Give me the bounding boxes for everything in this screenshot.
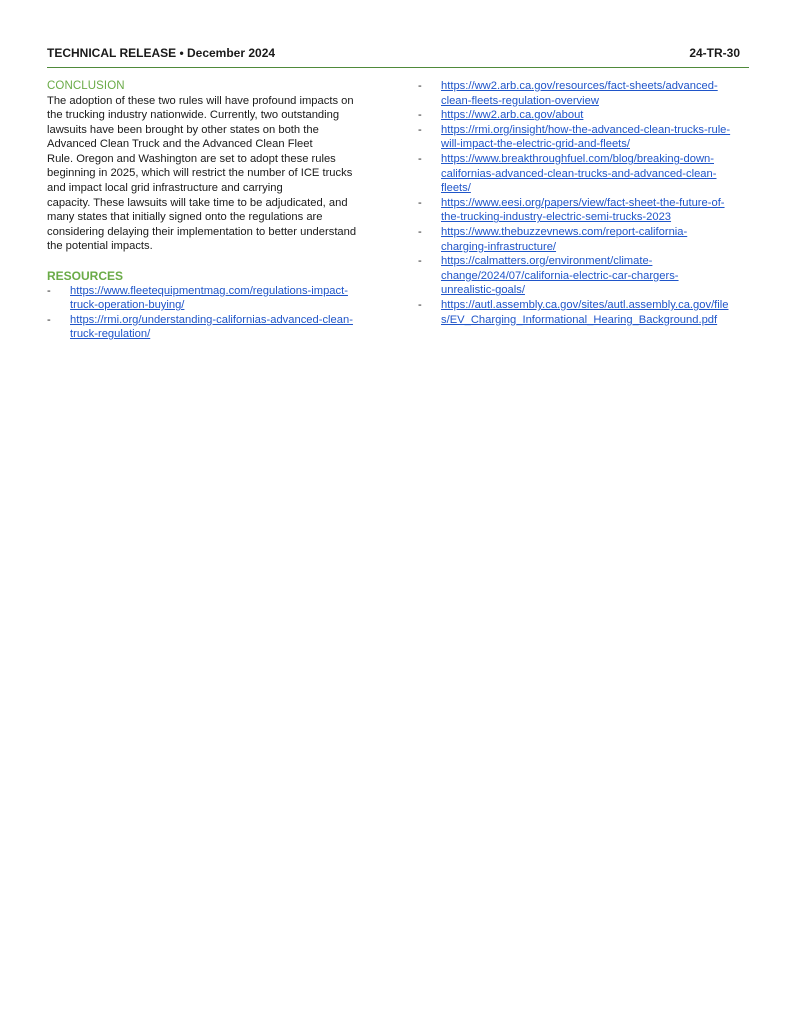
resource-link-segment: californias-advanced-clean-trucks-and-advanced-clean-: [441, 167, 717, 180]
bullet-dash: -: [47, 284, 51, 297]
resource-link-segment: https://www.fleetequipmentmag.com/regulations-impact-: [70, 284, 348, 297]
resource-link-segment: clean-fleets-regulation-overview: [441, 94, 599, 107]
resource-link-segment: truck-operation-buying/: [70, 299, 185, 312]
resource-item: [418, 225, 748, 254]
conclusion-line: Rule. Oregon and Washington are set to adopt these rules: [47, 152, 336, 165]
conclusion-line: the potential impacts.: [47, 240, 153, 253]
page-header: [47, 46, 740, 62]
resource-link-segment: the-trucking-industry-electric-semi-trucks-2023: [441, 211, 672, 224]
resource-link-segment: will-impact-the-electric-grid-and-fleets/: [441, 138, 630, 151]
release-title: TECHNICAL RELEASE • December 2024: [47, 46, 276, 60]
resource-item: [418, 123, 748, 152]
resource-link[interactable]: [70, 314, 353, 341]
resource-link-segment: fleets/: [441, 182, 471, 195]
resource-link[interactable]: [441, 153, 716, 194]
conclusion-line: beginning in 2025, which will restrict the number of ICE trucks: [47, 167, 353, 180]
resource-link[interactable]: [441, 226, 687, 253]
resource-item: [418, 254, 748, 298]
resources-list-left: [47, 284, 377, 342]
resource-link-segment: https://www.eesi.org/papers/view/fact-sheet-the-future-of-: [441, 196, 725, 209]
resource-item: [418, 196, 748, 225]
conclusion-line: Advanced Clean Truck and the Advanced Clean Fleet: [47, 138, 313, 151]
conclusion-line: lawsuits have been brought by other states on both the: [47, 123, 319, 136]
resource-link-segment: unrealistic-goals/: [441, 284, 525, 297]
resources-heading: RESOURCES: [47, 269, 124, 284]
resource-item: [418, 79, 748, 108]
resource-link-segment: https://www.breakthroughfuel.com/blog/breaking-down-: [441, 152, 714, 165]
resource-link-segment: https://rmi.org/insight/how-the-advanced-clean-trucks-rule-: [441, 123, 731, 136]
resource-link[interactable]: [441, 109, 583, 121]
conclusion-line: capacity. These lawsuits will take time to be adjudicated, and: [47, 196, 348, 209]
bullet-dash: -: [418, 123, 422, 136]
bullet-dash: -: [418, 152, 422, 165]
resource-link[interactable]: [70, 285, 348, 312]
resource-link-segment: https://rmi.org/understanding-californias-advanced-clean-: [70, 313, 353, 326]
conclusion-line: and impact local grid infrastructure and carrying: [47, 182, 283, 195]
conclusion-paragraph: [47, 94, 377, 255]
bullet-dash: -: [418, 109, 422, 122]
resource-item: [47, 313, 377, 342]
resource-item: [418, 298, 748, 327]
bullet-dash: -: [418, 196, 422, 209]
conclusion-line: the trucking industry nationwide. Currently, two outstanding: [47, 109, 340, 122]
right-column: [418, 79, 748, 327]
conclusion-line: considering delaying their implementation to better understand: [47, 225, 357, 238]
resource-item: [47, 284, 377, 313]
resource-link-segment: https://calmatters.org/environment/climate-: [441, 255, 653, 268]
bullet-dash: -: [47, 313, 51, 326]
conclusion-heading: CONCLUSION: [47, 80, 125, 92]
resource-link-segment: charging-infrastructure/: [441, 240, 557, 253]
resource-link[interactable]: [441, 197, 725, 224]
resource-link-segment: change/2024/07/california-electric-car-chargers-: [441, 269, 679, 282]
resource-link-segment: truck-regulation/: [70, 328, 151, 341]
resource-link-segment: s/EV_Charging_Informational_Hearing_Background.pdf: [441, 313, 718, 326]
conclusion-line: The adoption of these two rules will have profound impacts on: [47, 94, 354, 107]
bullet-dash: -: [418, 225, 422, 238]
resource-link[interactable]: [441, 124, 730, 151]
conclusion-line: many states that initially signed onto the regulations are: [47, 211, 323, 224]
header-divider: [47, 67, 749, 68]
resource-link-segment: https://autl.assembly.ca.gov/sites/autl.assembly.ca.gov/file: [441, 298, 729, 311]
resource-item: [418, 152, 748, 196]
resource-link-segment: https://ww2.arb.ca.gov/resources/fact-sheets/advanced-: [441, 80, 718, 92]
resource-link-segment: https://ww2.arb.ca.gov/about: [441, 109, 584, 122]
bullet-dash: -: [418, 255, 422, 268]
resource-link[interactable]: [441, 299, 728, 326]
left-column: [47, 79, 377, 342]
resource-link[interactable]: [441, 255, 679, 296]
resources-list-right: [418, 79, 748, 327]
release-code: 24-TR-30: [689, 46, 740, 60]
resource-link[interactable]: [441, 80, 718, 107]
resource-link-segment: https://www.thebuzzevnews.com/report-california-: [441, 225, 688, 238]
resource-item: [418, 108, 748, 123]
bullet-dash: -: [418, 80, 422, 92]
bullet-dash: -: [418, 298, 422, 311]
